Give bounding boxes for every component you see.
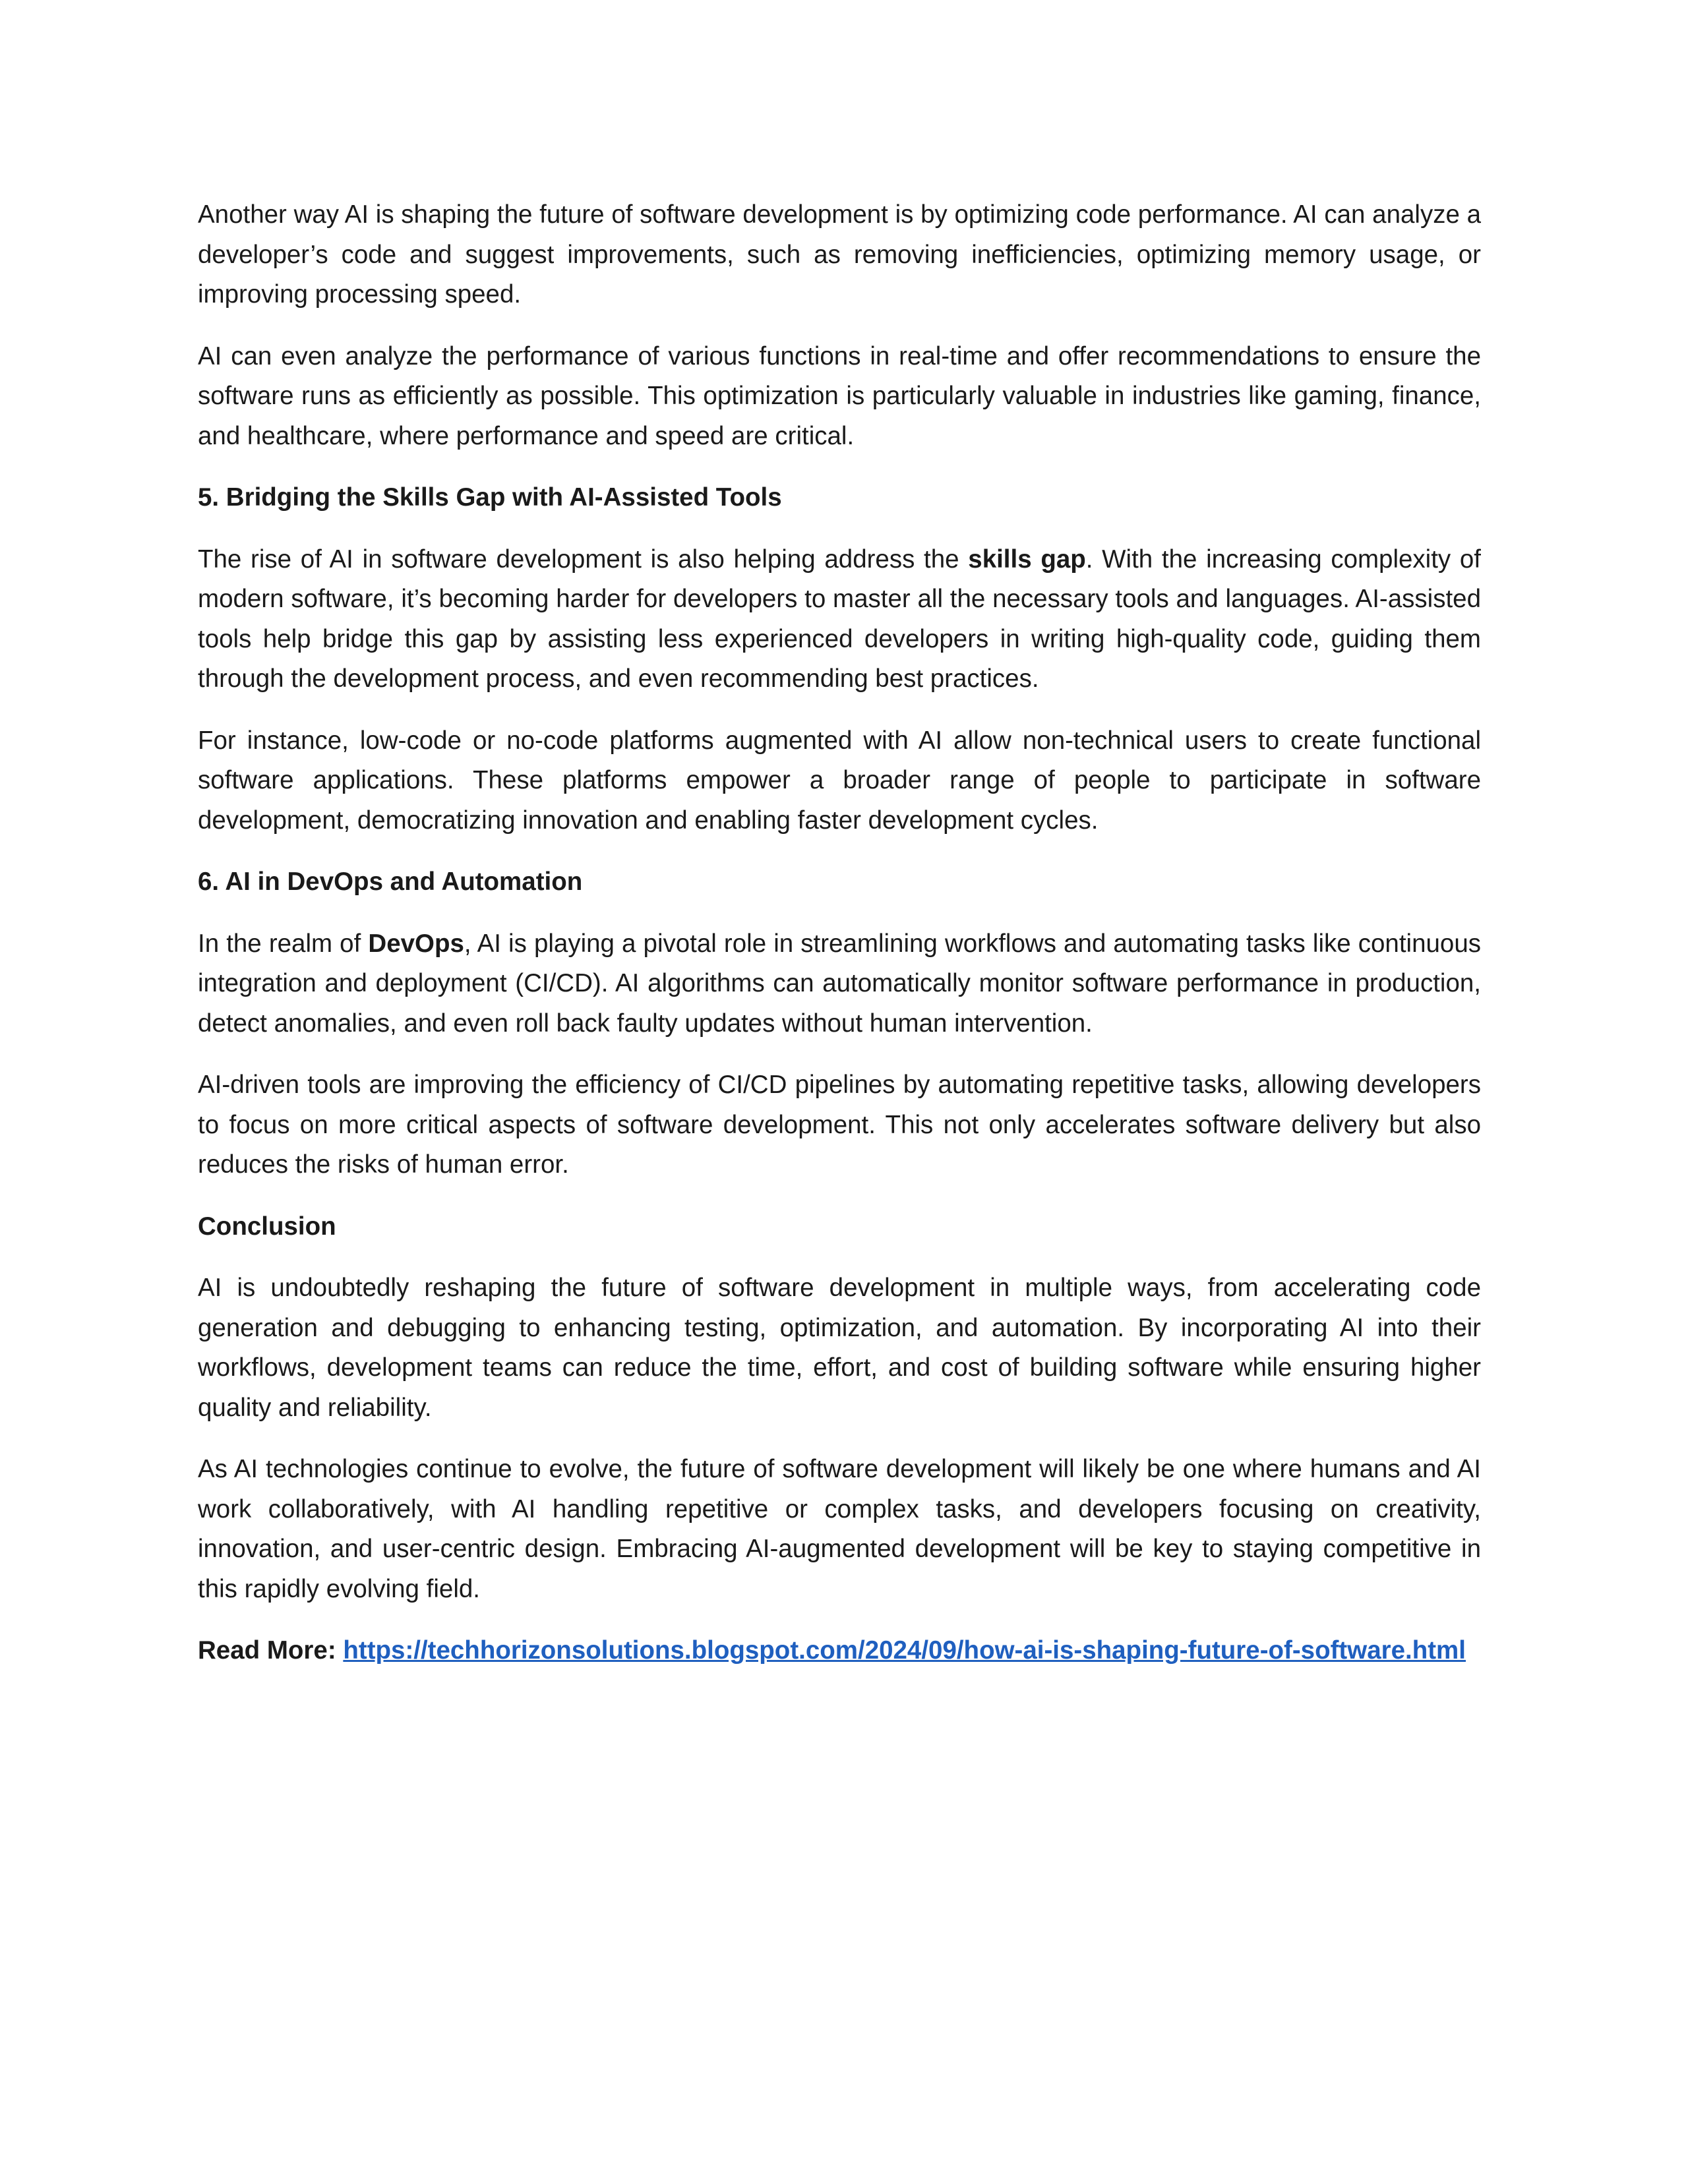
paragraph-conclusion-2: As AI technologies continue to evolve, the future of software development will likely be one where humans and AI work collaboratively, with AI handling repetitive or complex tasks, and developers focusing on creativity, innovation, and user-centric design. Embracing AI-augmented development will be key to staying competitive in this rapidly evolving field. [198, 1455, 1481, 1603]
document-page [198, 195, 1481, 1693]
read-more-label: Read More: [198, 1636, 336, 1665]
bold-term-devops: DevOps [368, 929, 464, 958]
heading-skills-gap: 5. Bridging the Skills Gap with AI-Assisted Tools [198, 483, 782, 512]
paragraph-devops [198, 924, 1481, 1044]
paragraph-conclusion-1: AI is undoubtedly reshaping the future of software development in multiple ways, from accelerating code generation and debugging to enhancing testing, optimization, and automation. By incorporating AI into their workflows, development teams can reduce the time, effort, and cost of building software while ensuring higher quality and reliability. [198, 1274, 1481, 1422]
paragraph-cicd: AI-driven tools are improving the efficiency of CI/CD pipelines by automating repetitive tasks, allowing developers to focus on more critical aspects of software development. This not only accelerates software delivery but also reduces the risks of human error. [198, 1071, 1481, 1179]
text-segment: In the realm of [198, 929, 369, 958]
paragraph-code-optimization: Another way AI is shaping the future of software development is by optimizing code performance. AI can analyze a developer’s code and suggest improvements, such as removing inefficiencies, optimizing memory usage, or improving processing speed. [198, 200, 1481, 309]
read-more-link[interactable]: https://techhorizonsolutions.blogspot.com/2024/09/how-ai-is-shaping-future-of-software.html [343, 1636, 1466, 1665]
bold-term-skills-gap: skills gap [968, 545, 1086, 574]
heading-conclusion: Conclusion [198, 1212, 336, 1241]
text-segment: , AI is playing a pivotal role in streamlining workflows and automating tasks like continuous integration and deployment (CI/CD). AI algorithms can automatically monitor software performance in production, detect anomalies, and even roll back faulty updates without human intervention. [198, 929, 1481, 1038]
text-segment: The rise of AI in software development is also helping address the [198, 545, 969, 574]
paragraph-performance-analysis: AI can even analyze the performance of various functions in real-time and offer recommendations to ensure the software runs as efficiently as possible. This optimization is particularly valuable in industries like gaming, finance, and healthcare, where performance and speed are critical. [198, 341, 1481, 450]
paragraph-low-code: For instance, low-code or no-code platforms augmented with AI allow non-technical users to create functional software applications. These platforms empower a broader range of people to participate in software development, democratizing innovation and enabling faster development cycles. [198, 726, 1481, 835]
text-segment: . With the increasing complexity of modern software, it’s becoming harder for developers to master all the necessary tools and languages. AI-assisted tools help bridge this gap by assisting less experienced developers in writing high-quality code, guiding them through the development process, and even recommending best practices. [198, 545, 1481, 693]
read-more [198, 1631, 1481, 1671]
heading-devops: 6. AI in DevOps and Automation [198, 868, 583, 896]
paragraph-skills-gap [198, 540, 1481, 699]
